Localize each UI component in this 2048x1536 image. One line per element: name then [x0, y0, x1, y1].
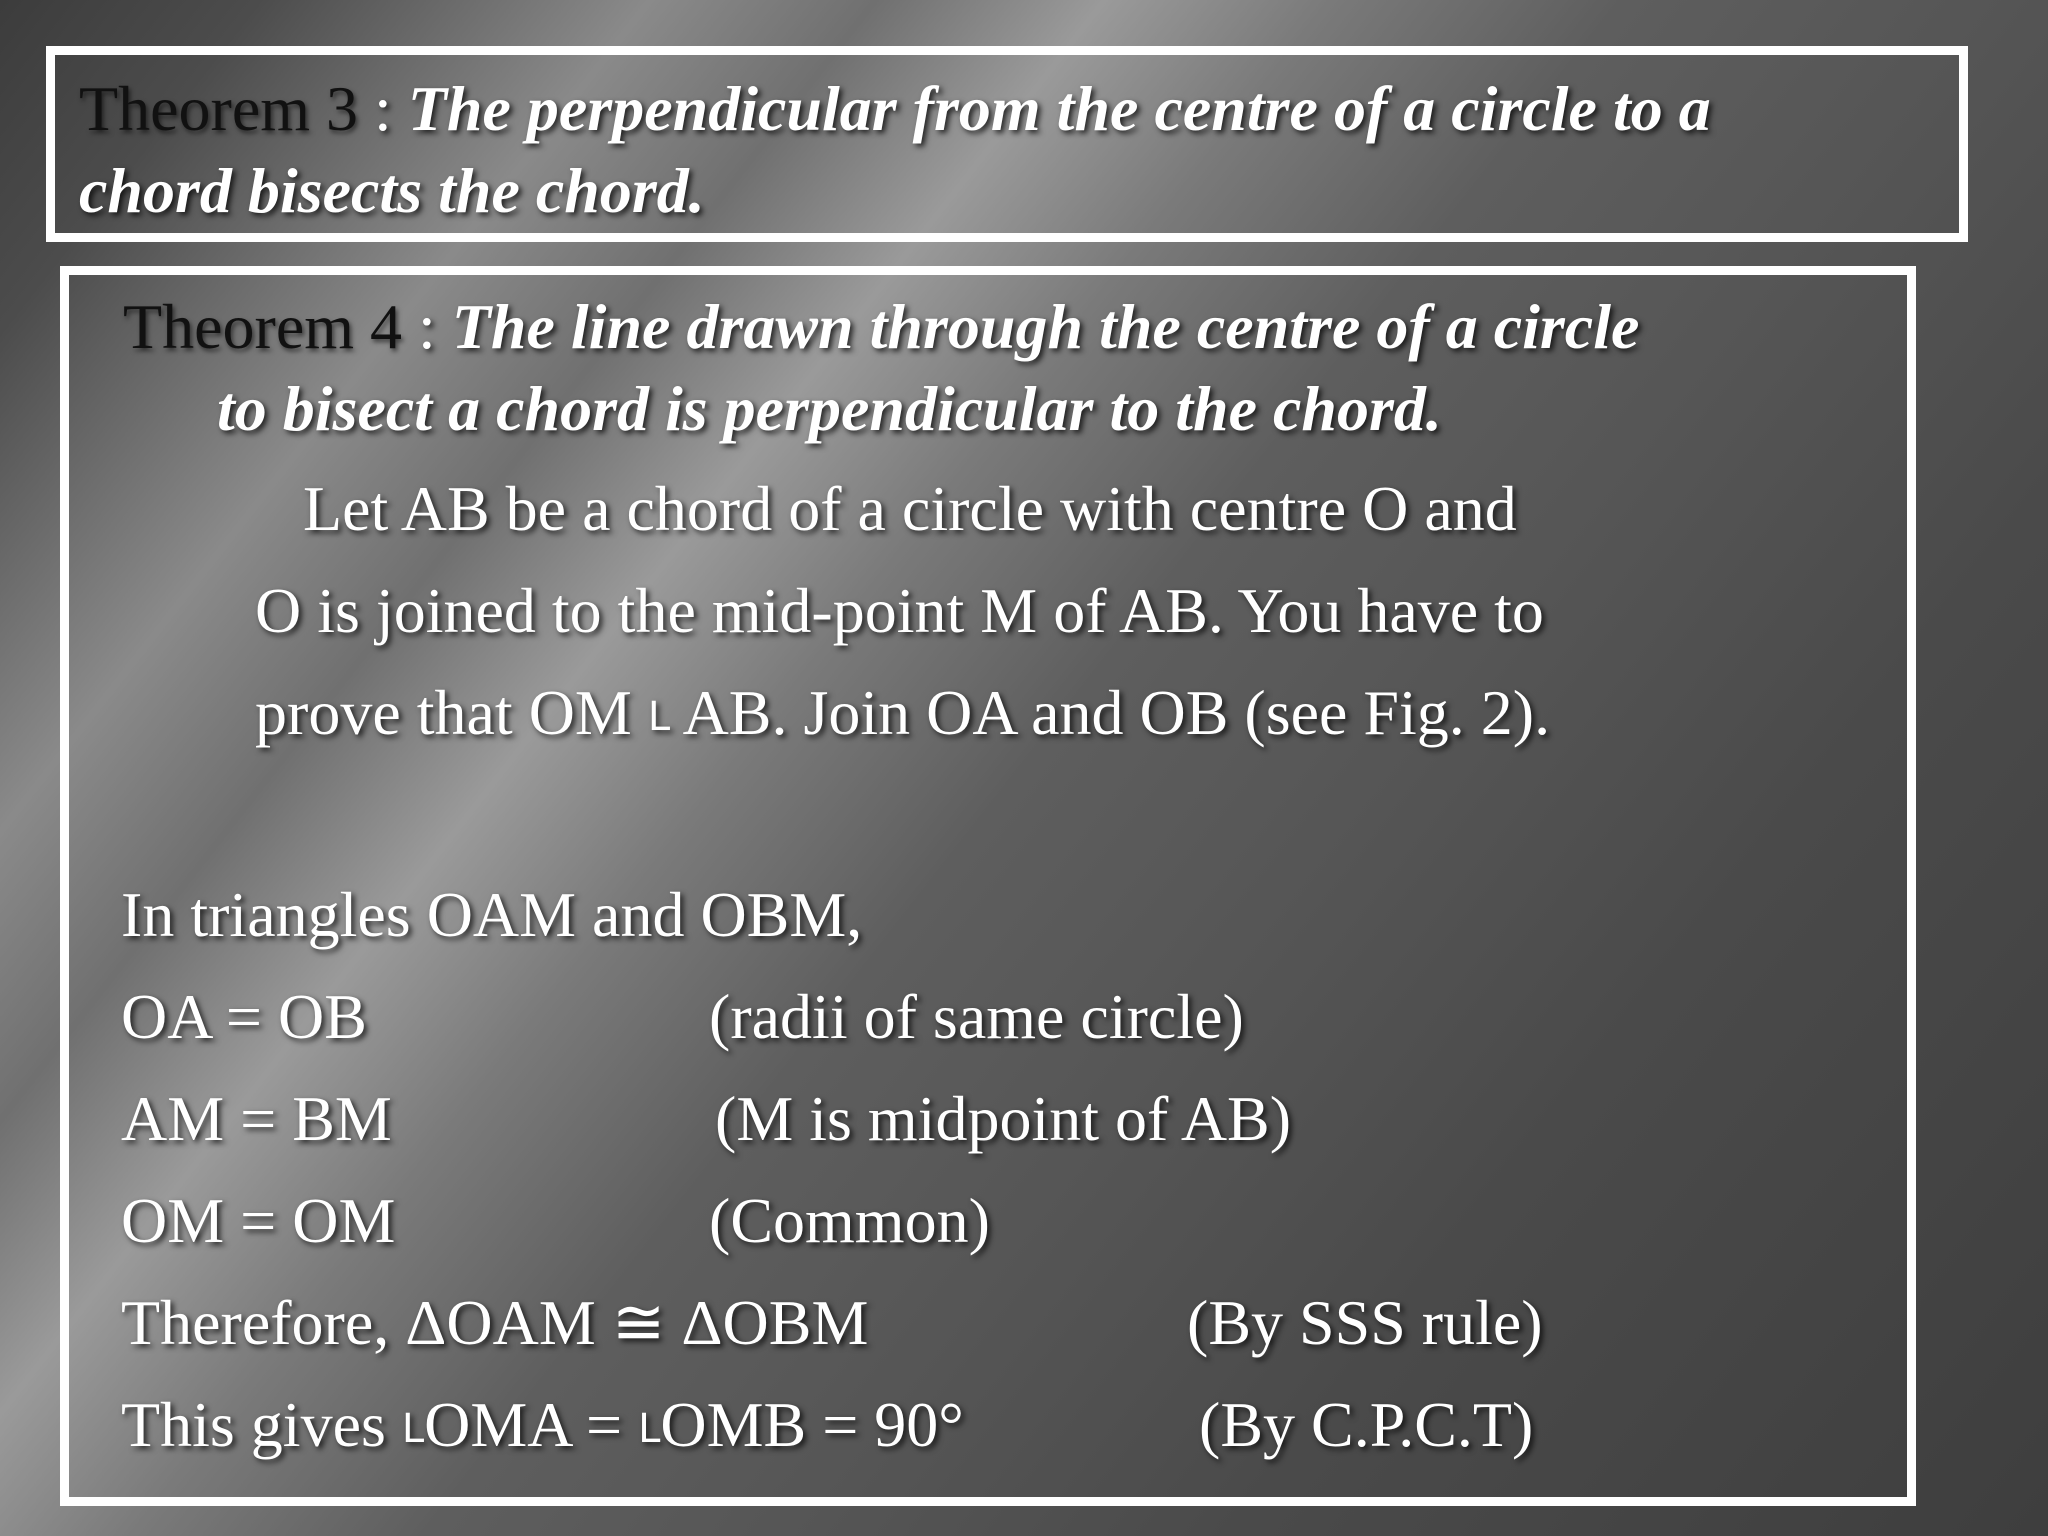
perpendicular-symbol: L — [647, 694, 671, 740]
theorem-4-box — [60, 266, 1916, 1506]
proof-heading: In triangles OAM and OBM, — [121, 879, 863, 950]
proof-step-4-statement: Therefore, ΔOAM ≅ ΔOBM — [121, 1287, 869, 1358]
proof-step-2-reason: (M is midpoint of AB) — [715, 1083, 1292, 1154]
theorem-4-separator: : — [402, 291, 452, 362]
theorem-3-statement-2: chord bisects the chord. — [79, 155, 705, 226]
theorem-4-line-1 — [123, 287, 1639, 367]
intro-line-3-end: AB. Join OA and OB (see Fig. 2). — [670, 677, 1551, 748]
theorem-4-statement-2: to bisect a chord is perpendicular to the chord. — [217, 373, 1442, 444]
proof-final-statement — [121, 1385, 964, 1469]
angle-symbol-2: L — [638, 1406, 661, 1452]
intro-line-3 — [255, 673, 1550, 757]
intro-line-2: O is joined to the mid-point M of AB. You have to — [255, 575, 1544, 646]
proof-step-1-reason: (radii of same circle) — [709, 981, 1244, 1052]
intro-line-1: Let AB be a chord of a circle with centre O and — [303, 473, 1517, 544]
proof-final-part-1: OMA = — [424, 1389, 639, 1460]
proof-step-4-reason: (By SSS rule) — [1187, 1287, 1543, 1358]
angle-symbol-1: L — [401, 1406, 425, 1452]
proof-final-part-2: OMB = 90° — [660, 1389, 964, 1460]
theorem-3-label: Theorem 3 — [79, 73, 358, 144]
theorem-3-separator: : — [358, 73, 408, 144]
proof-step-2-statement: AM = BM — [121, 1083, 392, 1154]
proof-step-1-statement: OA = OB — [121, 981, 367, 1052]
theorem-3-box — [46, 46, 1968, 242]
proof-final-prefix: This gives — [121, 1389, 402, 1460]
theorem-4-statement-1: The line drawn through the centre of a circle — [451, 291, 1640, 362]
proof-step-3-statement: OM = OM — [121, 1185, 396, 1256]
proof-step-3-reason: (Common) — [709, 1185, 990, 1256]
theorem-4-label: Theorem 4 — [123, 291, 402, 362]
proof-final-reason: (By C.P.C.T) — [1199, 1389, 1534, 1460]
intro-line-3-start: prove that OM — [255, 677, 648, 748]
theorem-3-line-1 — [79, 69, 1711, 149]
theorem-3-statement-1: The perpendicular from the centre of a circle to a — [407, 73, 1711, 144]
